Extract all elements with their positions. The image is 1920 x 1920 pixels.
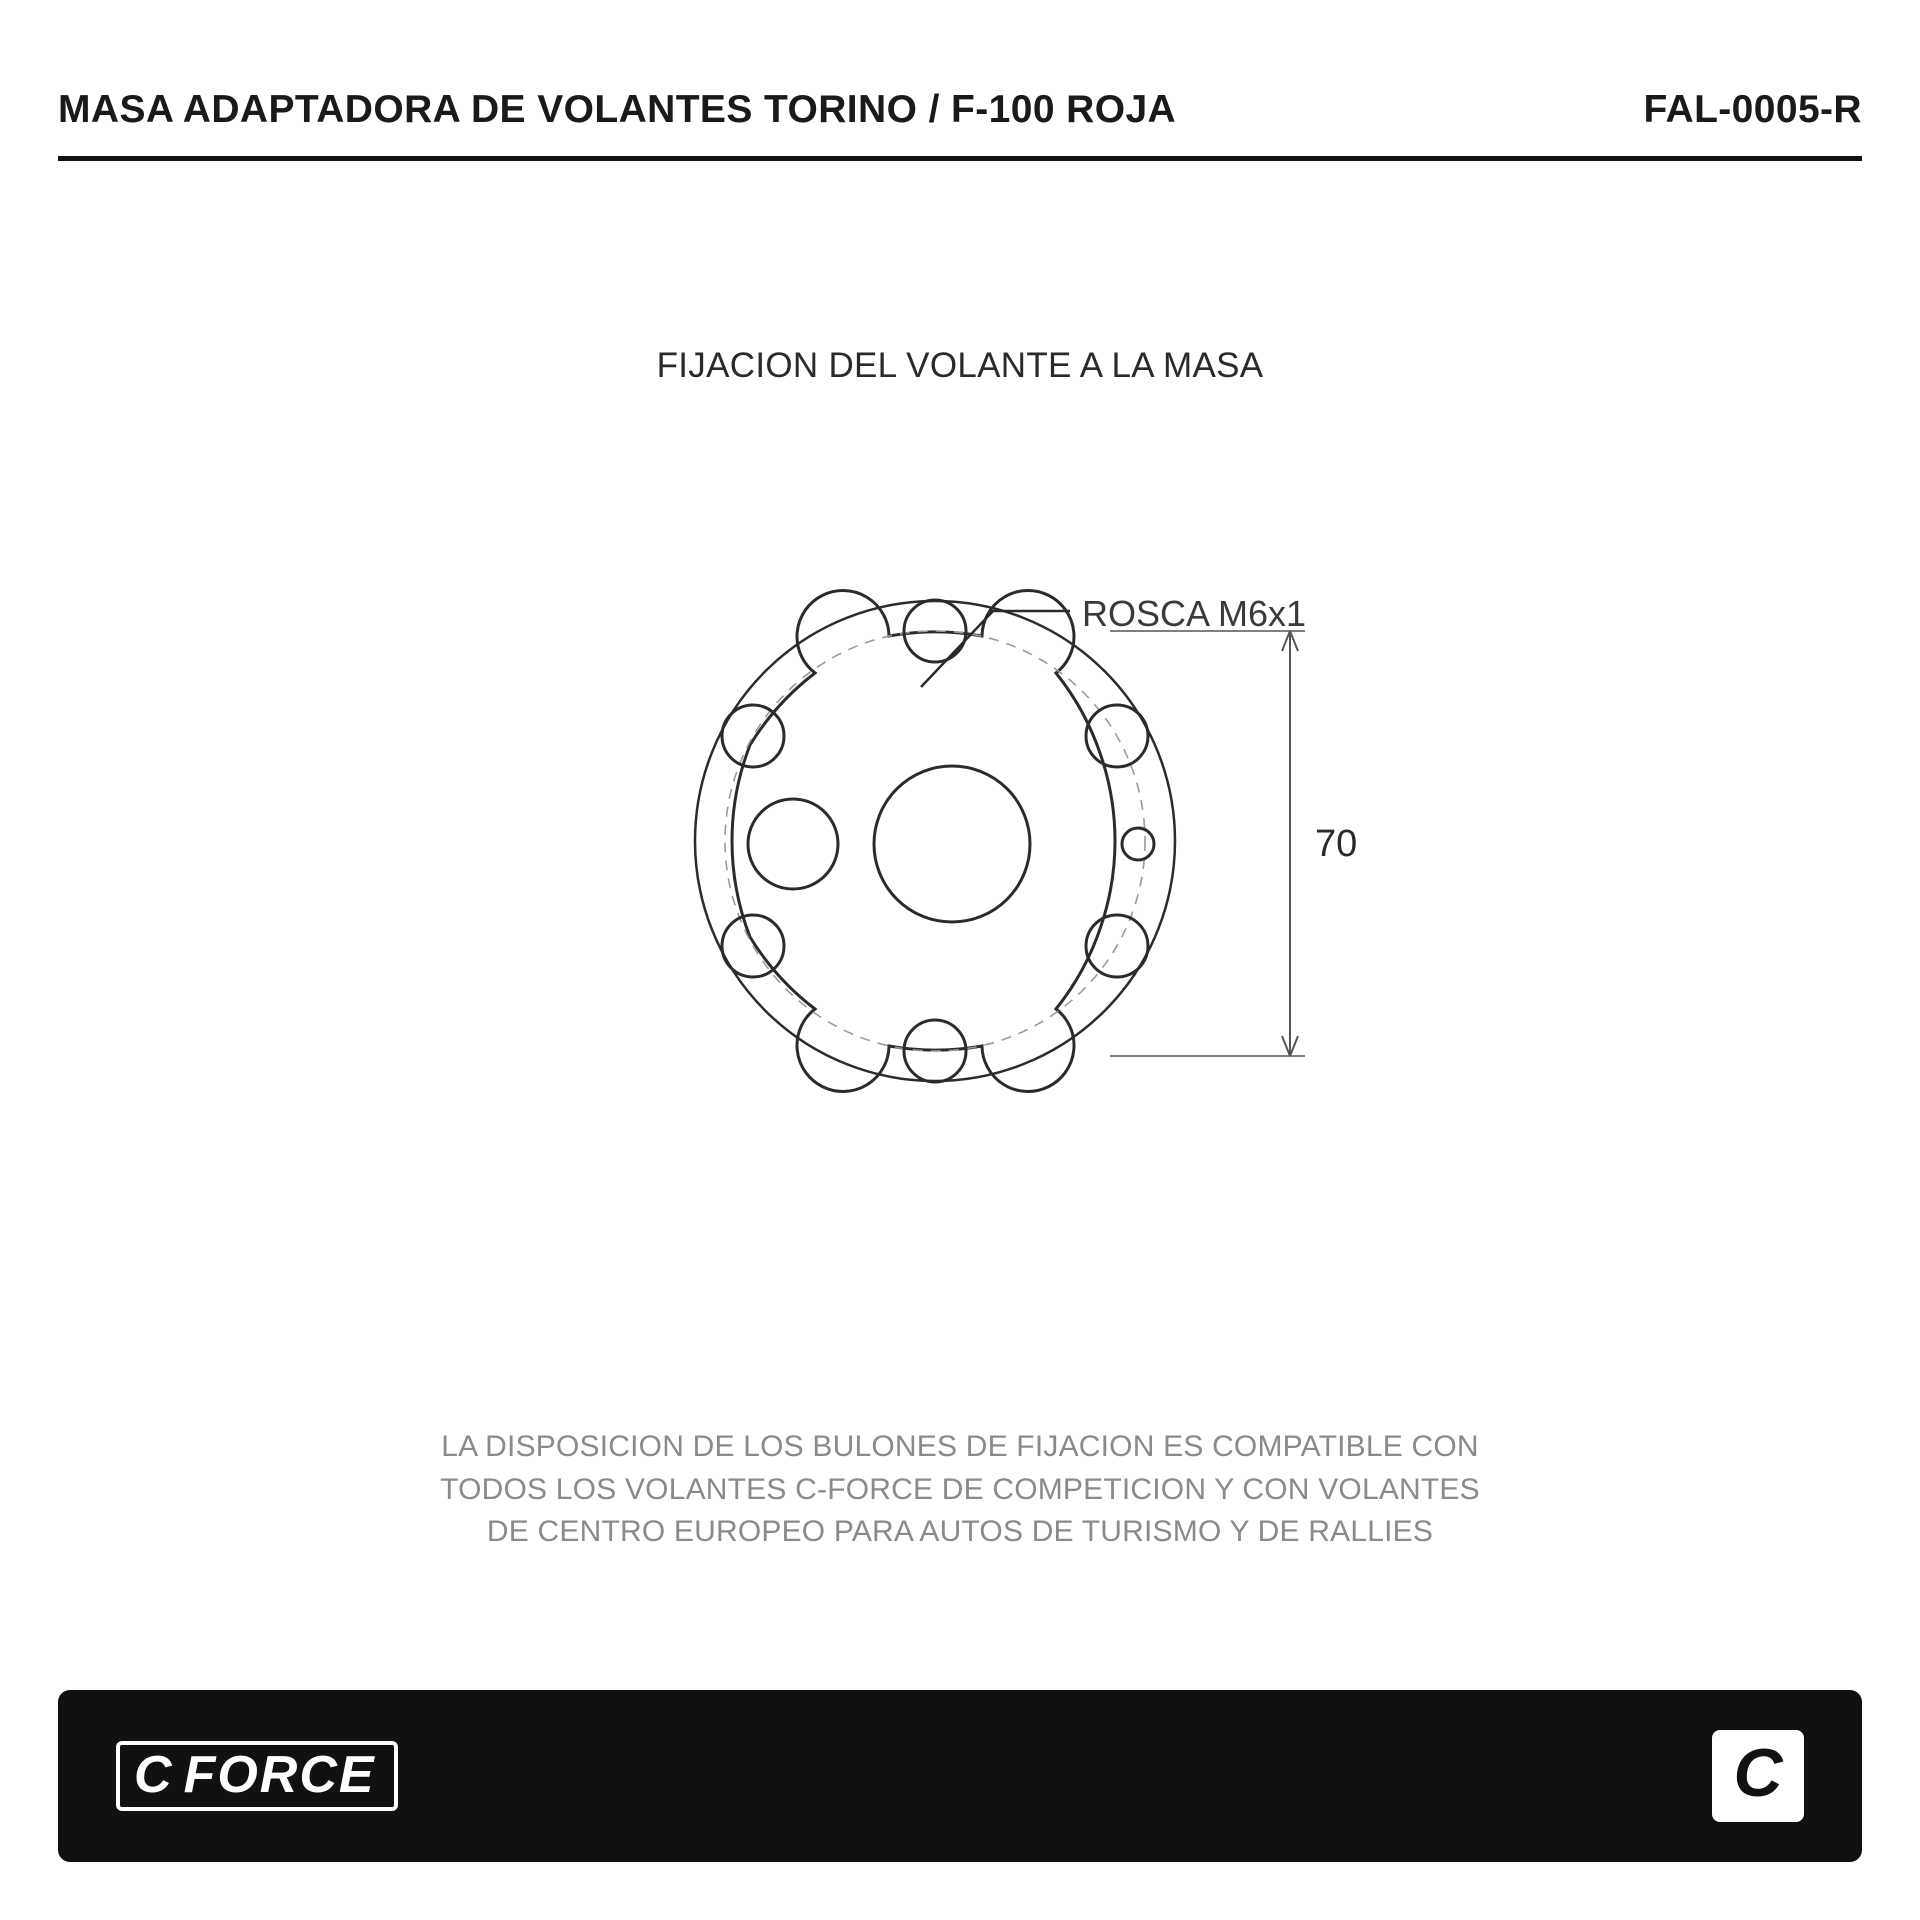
footer-bar xyxy=(58,1690,1862,1862)
note-line-1: LA DISPOSICION DE LOS BULONES DE FIJACION ES COMPATIBLE CON xyxy=(441,1430,1479,1463)
part-number: FAL-0005-R xyxy=(1643,88,1862,131)
flange-outline xyxy=(732,591,1115,1092)
bolt-circle xyxy=(725,631,1145,1051)
bolt-hole-upper-left xyxy=(722,705,784,767)
hub-drawing-svg xyxy=(230,396,1690,1356)
brand-mark-icon xyxy=(1712,1730,1804,1822)
secondary-hole xyxy=(748,799,838,889)
brand-mark-glyph: C xyxy=(1733,1735,1783,1811)
brand-logo-c: C xyxy=(134,1746,174,1804)
sheet-header xyxy=(58,0,1862,132)
thread-callout-label: ROSCA M6x1 xyxy=(1082,593,1307,634)
center-bore xyxy=(874,766,1030,922)
pin-hole xyxy=(1122,828,1154,860)
brand-logo-text xyxy=(116,1741,398,1811)
note-line-2: TODOS LOS VOLANTES C-FORCE DE COMPETICION Y CON VOLANTES xyxy=(440,1472,1480,1506)
header-divider xyxy=(58,156,1862,161)
technical-drawing xyxy=(58,396,1862,1356)
compatibility-note xyxy=(58,1426,1862,1554)
thread-leader-line xyxy=(921,611,1070,687)
page-title: MASA ADAPTADORA DE VOLANTES TORINO / F-100 ROJA xyxy=(58,88,1177,131)
drawing-title: FIJACION DEL VOLANTE A LA MASA xyxy=(656,346,1264,385)
dimension-label-70: 70 xyxy=(1315,823,1358,865)
brand-logo-name: FORCE xyxy=(183,1746,376,1804)
note-line-3: DE CENTRO EUROPEO PARA AUTOS DE TURISMO Y DE RALLIES xyxy=(486,1515,1434,1549)
brand-logo xyxy=(116,1741,398,1811)
